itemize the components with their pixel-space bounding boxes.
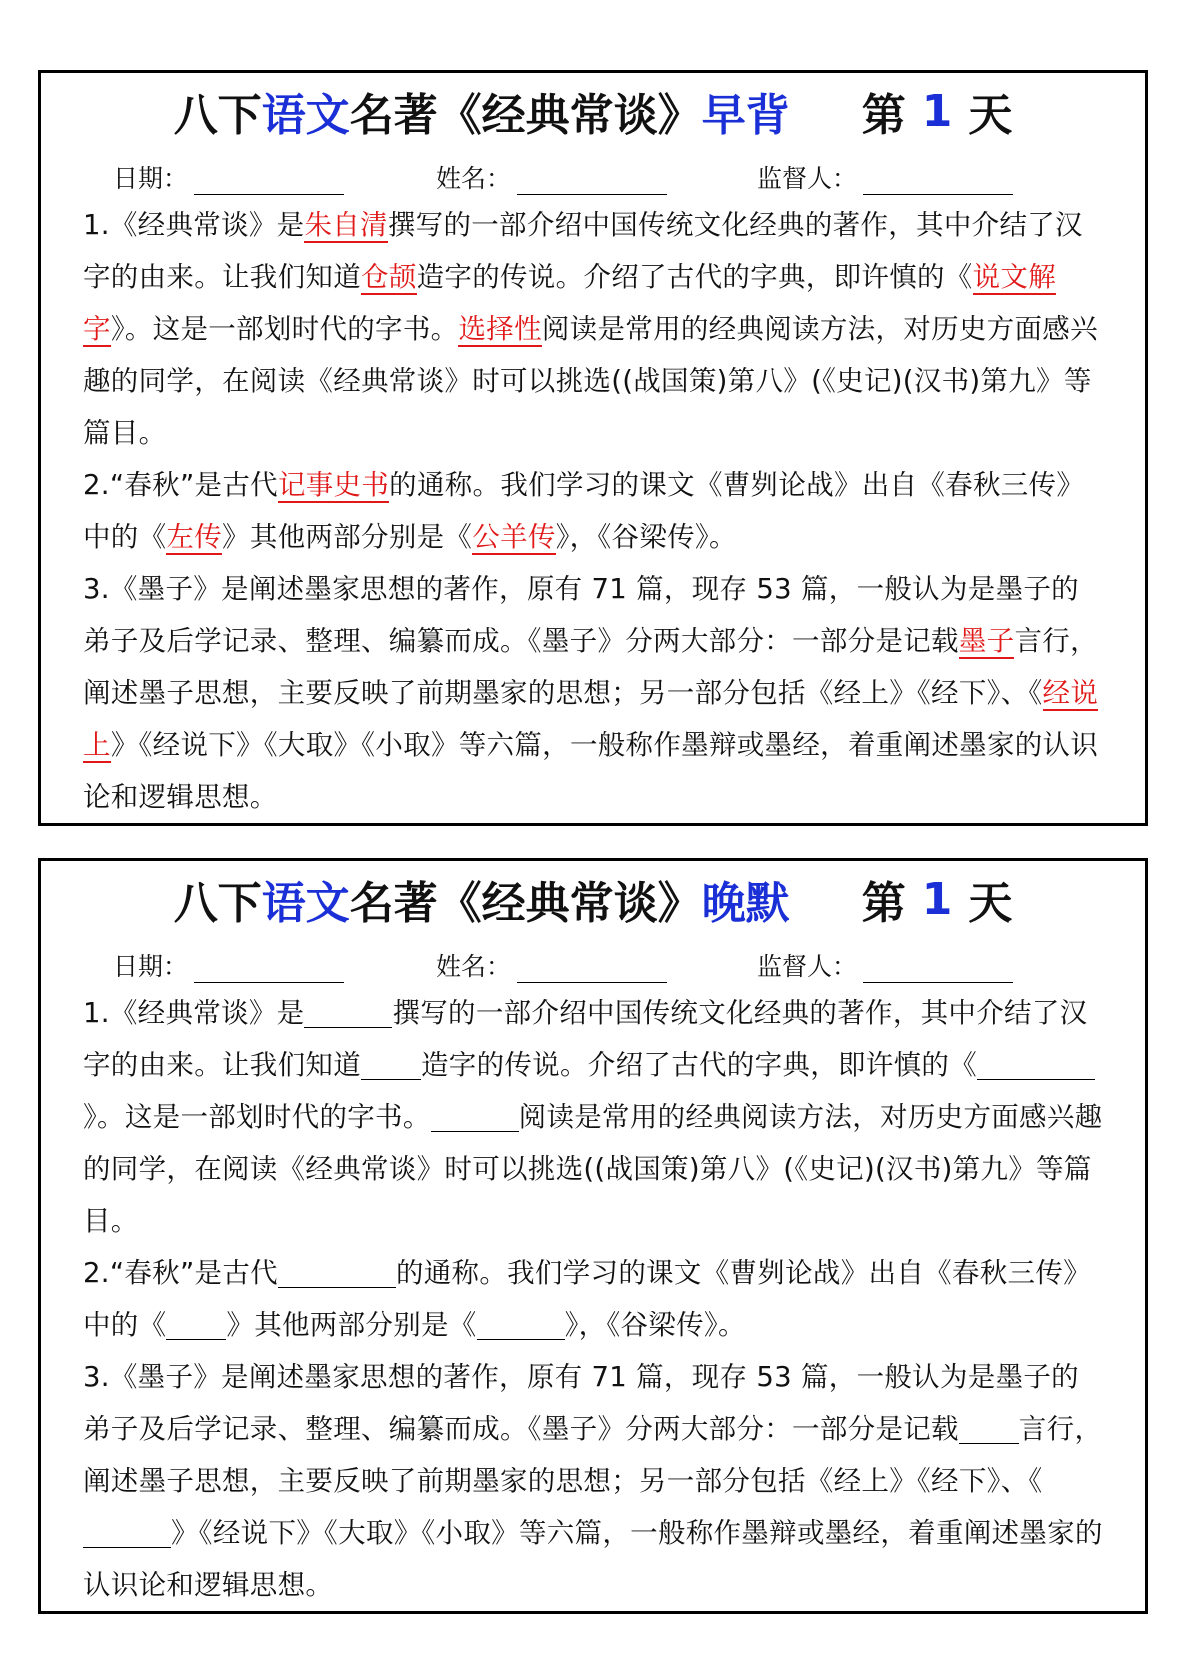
title-prefix: 八下: [173, 878, 262, 929]
answer-2-3: 公羊传: [472, 521, 556, 553]
day-number: 1: [921, 873, 953, 925]
date-field: [113, 159, 344, 195]
date-label: 日期：: [113, 952, 189, 981]
name-label: 姓名：: [436, 952, 512, 981]
day-unit: 天: [968, 90, 1013, 141]
blank-2-2[interactable]: [166, 1309, 226, 1340]
info-row: [83, 149, 1103, 195]
day-label: 第: [861, 90, 906, 141]
date-label: 日期：: [113, 164, 189, 193]
blank-1-1[interactable]: [304, 997, 392, 1028]
blank-2-1[interactable]: [278, 1257, 396, 1288]
question-2: 2.“春秋”是古代记事史书的通称。我们学习的课文《曹刿论战》出自《春秋三传》中的《左传》其他两部分别是《公羊传》，《谷梁传》。: [83, 469, 1085, 553]
blank-1-3[interactable]: [977, 1049, 1095, 1080]
name-blank[interactable]: [517, 166, 667, 195]
blank-1-2[interactable]: [361, 1049, 421, 1080]
question-1: 1.《经典常谈》是 撰写的一部介绍中国传统文化经典的著作，其中介结了汉字的由来。让我们知道 造字的传说。介绍了古代的字典，即许慎的《》。这是一部划时代的字书。 阅读是常用的经典阅读方法，对历史方面感兴趣的同学，在阅读《经典常谈》时可以挑选((战国策)第八》(《史记)(汉书)第九》等篇目。: [83, 997, 1103, 1237]
info-row: [83, 937, 1103, 983]
supervisor-label: 监督人：: [757, 952, 858, 981]
title-prefix: 八下: [173, 90, 262, 141]
blank-3-2[interactable]: [83, 1517, 171, 1548]
day-unit: 天: [968, 878, 1013, 929]
name-blank[interactable]: [517, 954, 667, 983]
answer-3-1: 墨子: [958, 625, 1015, 657]
supervisor-label: 监督人：: [757, 164, 858, 193]
supervisor-field: [757, 947, 1013, 983]
title-mode: 早背: [701, 90, 790, 141]
morning-recitation-card: [38, 70, 1148, 826]
supervisor-blank[interactable]: [863, 166, 1013, 195]
date-field: [113, 947, 344, 983]
answer-1-4: 选择性: [458, 313, 542, 345]
answer-2-2: 左传: [166, 521, 223, 553]
supervisor-field: [757, 159, 1013, 195]
blank-1-4[interactable]: [431, 1101, 519, 1132]
blank-3-1[interactable]: [959, 1413, 1019, 1444]
question-1: 1.《经典常谈》是朱自清撰写的一部介绍中国传统文化经典的著作，其中介结了汉字的由来。让我们知道仓颉造字的传说。介绍了古代的字典，即许慎的《说文解字》。这是一部划时代的字书。选择性阅读是常用的经典阅读方法，对历史方面感兴趣的同学，在阅读《经典常谈》时可以挑选((战国策)第八》(《史记)(汉书)第九》等篇目。: [83, 209, 1098, 449]
supervisor-blank[interactable]: [863, 954, 1013, 983]
question-3: 3.《墨子》是阐述墨家思想的著作，原有 71 篇，现存 53 篇，一般认为是墨子的弟子及后学记录、整理、编纂而成。《墨子》分两大部分：一部分是记载墨子言行，阐述墨子思想，主要反映了前期墨家的思想；另一部分包括《经上》《经下》、《经说上》《经说下》《大取》《小取》等六篇，一般称作墨辩或墨经，着重阐述墨家的认识论和逻辑思想。: [83, 573, 1099, 813]
card-title: [83, 73, 1103, 149]
title-subject: 语文: [261, 90, 350, 141]
answer-1-2: 仓颉: [361, 261, 417, 293]
day-number: 1: [921, 85, 953, 137]
card-title: [83, 861, 1103, 937]
title-book: 名著《经典常谈》: [349, 878, 702, 929]
answer-3-2: 经说上: [83, 677, 1099, 761]
answer-1-3: 说文解字: [83, 261, 1057, 345]
day-label: 第: [861, 878, 906, 929]
title-mode: 晚默: [701, 878, 790, 929]
name-label: 姓名：: [436, 164, 512, 193]
blank-2-3[interactable]: [477, 1309, 565, 1340]
title-subject: 语文: [261, 878, 350, 929]
name-field: [436, 947, 667, 983]
title-book: 名著《经典常谈》: [349, 90, 702, 141]
date-blank[interactable]: [194, 954, 344, 983]
answer-2-1: 记事史书: [277, 469, 390, 501]
date-blank[interactable]: [194, 166, 344, 195]
answer-1-1: 朱自清: [304, 209, 388, 241]
question-3: 3.《墨子》是阐述墨家思想的著作，原有 71 篇，现存 53 篇，一般认为是墨子的弟子及后学记录、整理、编纂而成。《墨子》分两大部分：一部分是记载 言行，阐述墨子思想，主要反映了前期墨家的思想；另一部分包括《经上》《经下》、《》《经说下》《大取》《小取》等六篇，一般称作墨辩或墨经，着重阐述墨家的认识论和逻辑思想。: [83, 1361, 1103, 1601]
evening-dictation-card: [38, 858, 1148, 1614]
name-field: [436, 159, 667, 195]
question-2: 2.“春秋”是古代 的通称。我们学习的课文《曹刿论战》出自《春秋三传》中的《 》其他两部分别是《 》，《谷梁传》。: [83, 1257, 1091, 1341]
